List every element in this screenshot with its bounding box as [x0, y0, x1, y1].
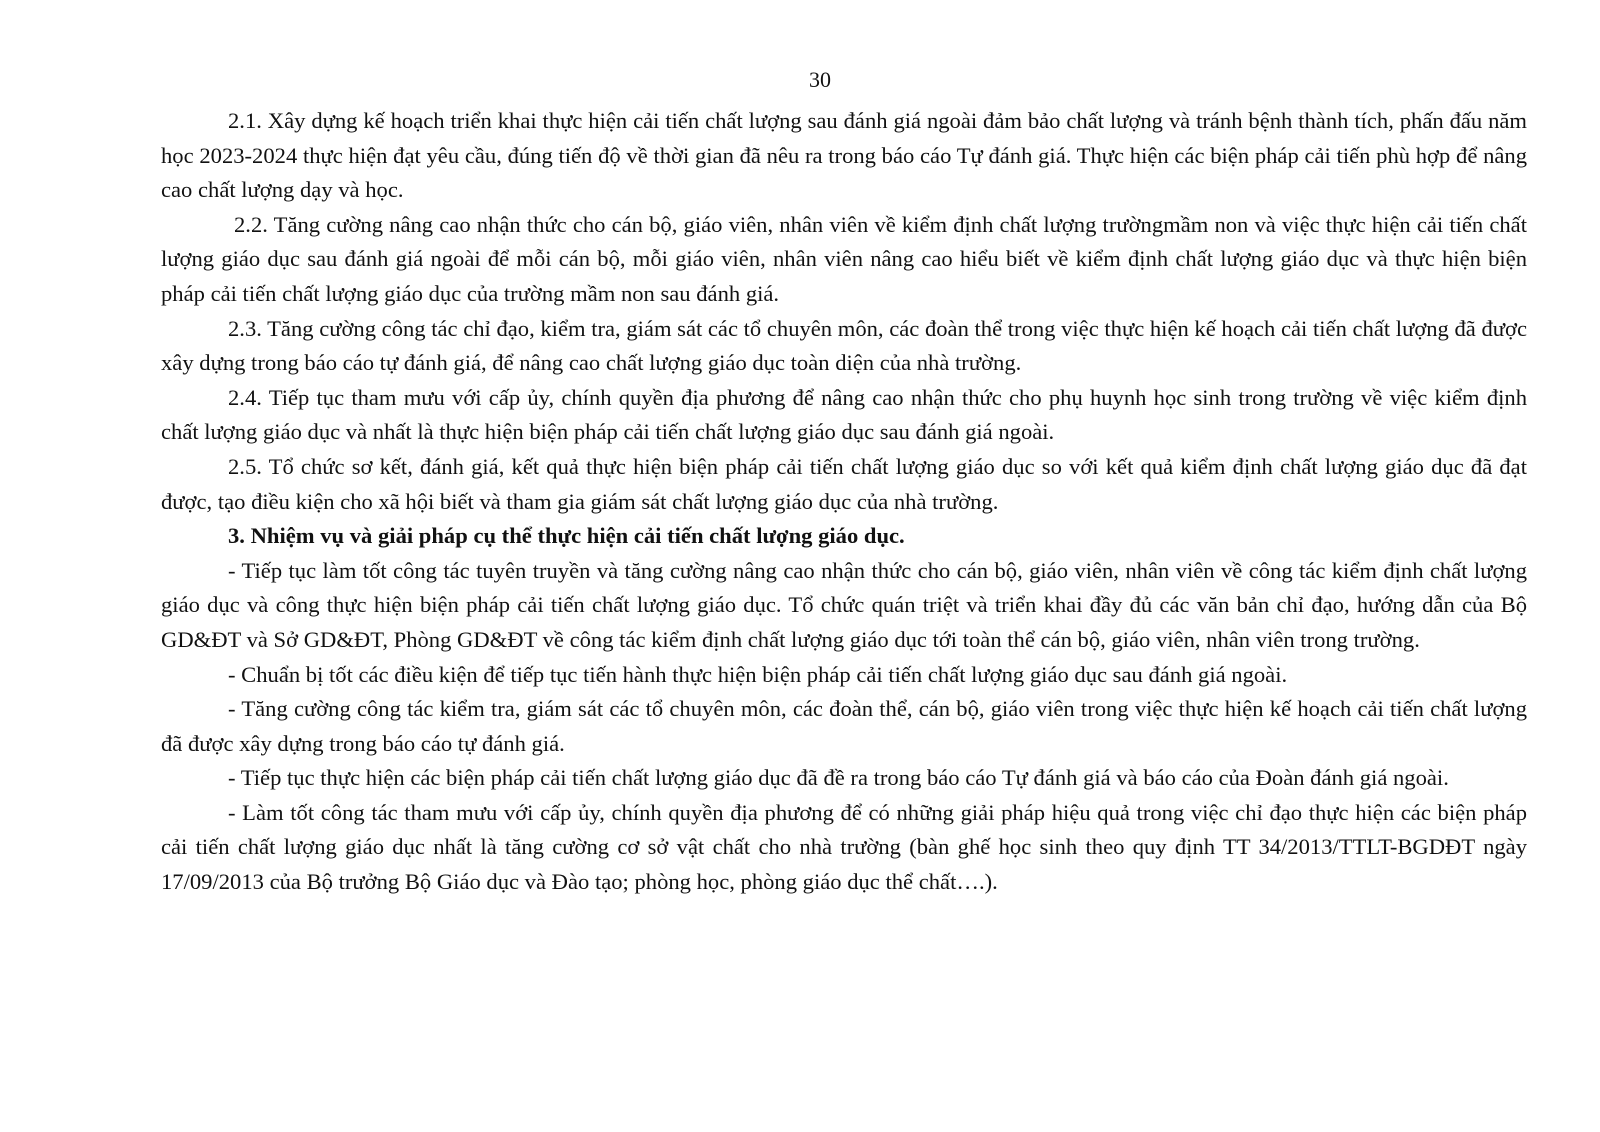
- bullet-item-5: - Làm tốt công tác tham mưu với cấp ủy, chính quyền địa phương để có những giải pháp hiệu quả trong việc chỉ đạo thực hiện các biện pháp cải tiến chất lượng giáo dục nhất là tăng cường cơ sở vật chất cho nhà trường (bàn ghế học sinh theo quy định TT 34/2013/TTLT-BGDĐT ngày 17/09/2013 của Bộ trưởng Bộ Giáo dục và Đào tạo; phòng học, phòng giáo dục thể chất….).: [161, 799, 1527, 895]
- paragraph-2-3: 2.3. Tăng cường công tác chỉ đạo, kiểm tra, giám sát các tổ chuyên môn, các đoàn thể trong việc thực hiện kế hoạch cải tiến chất lượng đã được xây dựng trong báo cáo tự đánh giá, để nâng cao chất lượng giáo dục toàn diện của nhà trường.: [161, 315, 1527, 376]
- paragraph-2-2: 2.2. Tăng cường nâng cao nhận thức cho cán bộ, giáo viên, nhân viên về kiểm định chất lượng trườngmầm non và việc thực hiện cải tiến chất lượng giáo dục sau đánh giá ngoài để mỗi cán bộ, mỗi giáo viên, nhân viên nâng cao hiểu biết về kiểm định chất lượng giáo dục và thực hiện biện pháp cải tiến chất lượng giáo dục của trường mầm non sau đánh giá.: [161, 211, 1527, 306]
- bullet-item-4: - Tiếp tục thực hiện các biện pháp cải tiến chất lượng giáo dục đã đề ra trong báo cáo Tự đánh giá và báo cáo của Đoàn đánh giá ngoài.: [228, 765, 1449, 791]
- section-heading-3: 3. Nhiệm vụ và giải pháp cụ thể thực hiện cải tiến chất lượng giáo dục.: [228, 523, 905, 549]
- bullet-item-3: - Tăng cường công tác kiểm tra, giám sát các tổ chuyên môn, các đoàn thể, cán bộ, giáo viên trong việc thực hiện kế hoạch cải tiến chất lượng đã được xây dựng trong báo cáo tự đánh giá.: [161, 696, 1527, 756]
- paragraph-2-5: 2.5. Tổ chức sơ kết, đánh giá, kết quả thực hiện biện pháp cải tiến chất lượng giáo dục so với kết quả kiểm định chất lượng giáo dục đã đạt được, tạo điều kiện cho xã hội biết và tham gia giám sát chất lượng giáo dục của nhà trường.: [161, 453, 1527, 514]
- document-body: [161, 104, 1527, 900]
- bullet-item-1: - Tiếp tục làm tốt công tác tuyên truyền và tăng cường nâng cao nhận thức cho cán bộ, giáo viên, nhân viên về công tác kiểm định chất lượng giáo dục và công thực hiện biện pháp cải tiến chất lượng giáo dục. Tổ chức quán triệt và triển khai đầy đủ các văn bản chỉ đạo, hướng dẫn của Bộ GD&ĐT và Sở GD&ĐT, Phòng GD&ĐT về công tác kiểm định chất lượng giáo dục tới toàn thể cán bộ, giáo viên, nhân viên trong trường.: [161, 557, 1527, 652]
- paragraph-2-4: 2.4. Tiếp tục tham mưu với cấp ủy, chính quyền địa phương để nâng cao nhận thức cho phụ huynh học sinh trong trường về việc kiểm định chất lượng giáo dục và nhất là thực hiện biện pháp cải tiến chất lượng giáo dục sau đánh giá ngoài.: [161, 384, 1527, 445]
- bullet-item-2: - Chuẩn bị tốt các điều kiện để tiếp tục tiến hành thực hiện biện pháp cải tiến chất lượng giáo dục sau đánh giá ngoài.: [228, 661, 1288, 687]
- page-number: 30: [809, 67, 831, 92]
- paragraph-2-1: 2.1. Xây dựng kế hoạch triển khai thực hiện cải tiến chất lượng sau đánh giá ngoài đảm bảo chất lượng và tránh bệnh thành tích, phấn đấu năm học 2023-2024 thực hiện đạt yêu cầu, đúng tiến độ về thời gian đã nêu ra trong báo cáo Tự đánh giá. Thực hiện các biện pháp cải tiến phù hợp để nâng cao chất lượng dạy và học.: [161, 108, 1527, 203]
